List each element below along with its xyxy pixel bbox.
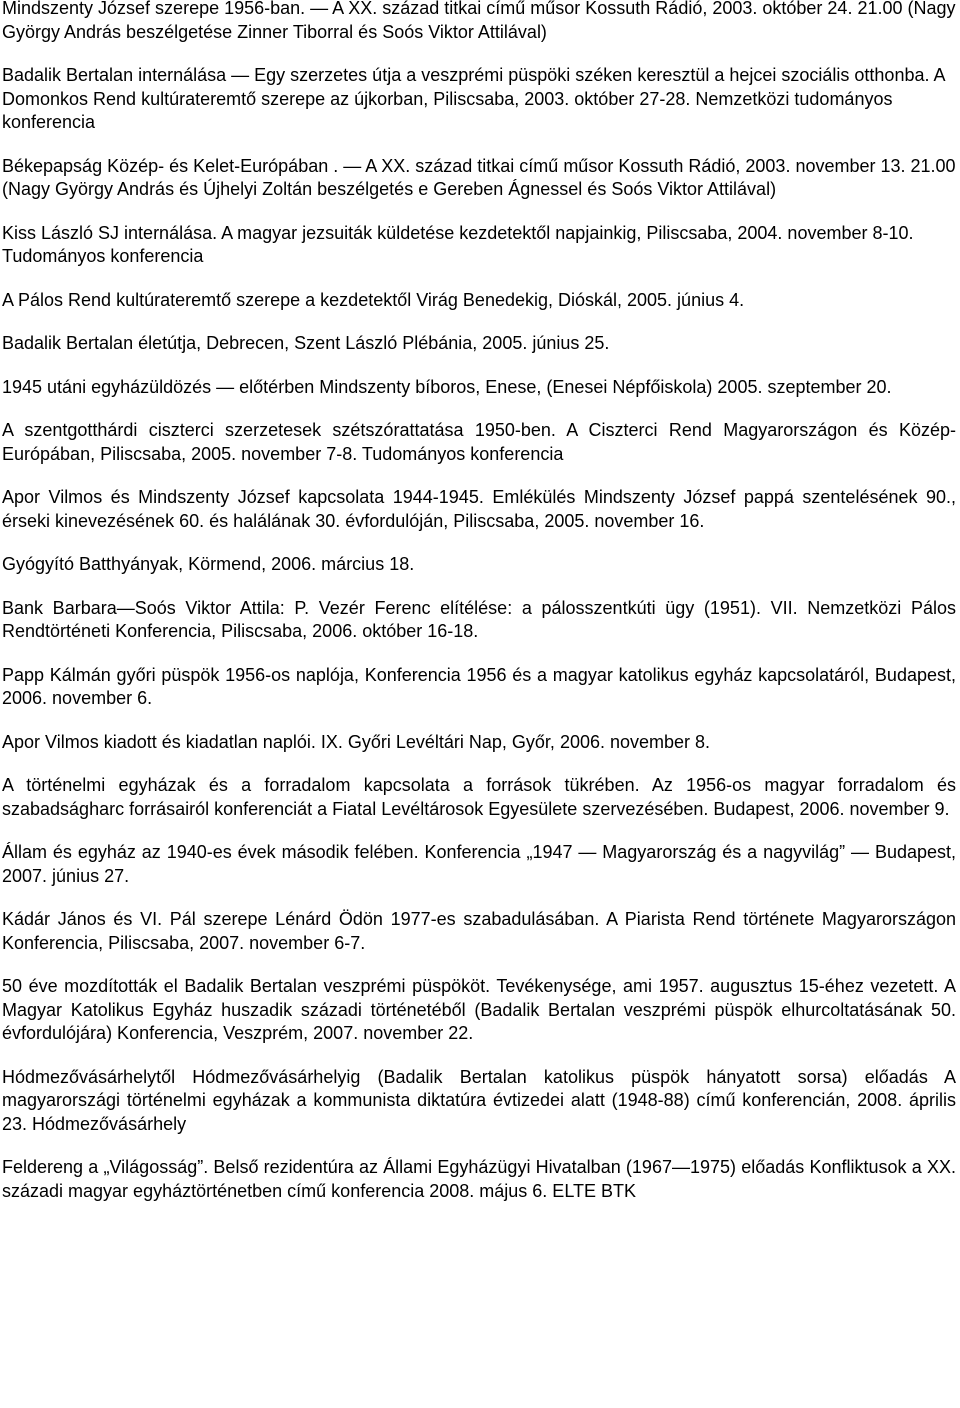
entry-item: Papp Kálmán győri püspök 1956-os naplója, Konferencia 1956 és a magyar katolikus egyház kapcsolatáról, Budapest, 2006. november 6. bbox=[2, 664, 956, 708]
entry-item: Apor Vilmos és Mindszenty József kapcsolata 1944-1945. Emlékülés Mindszenty József pappá szentelésének 90., érseki kinevezésének 60. és halálának 30. évfordulóján, Piliscsaba, 2005. november 16. bbox=[2, 487, 956, 531]
entry-item: Kiss László SJ internálása. A magyar jezsuiták küldetése kezdetektől napjainkig, Piliscsaba, 2004. november 8-10. Tudományos konferencia bbox=[2, 222, 914, 266]
entry-item: A történelmi egyházak és a forradalom kapcsolata a források tükrében. Az 1956-os magyar forradalom és szabadságharc forrásairól konferenciát a Fiatal Levéltárosok Egyesülete szervezésében. Budapest, 2006. november 9. bbox=[2, 775, 956, 819]
entry-item: Apor Vilmos kiadott és kiadatlan naplói. IX. Győri Levéltári Nap, Győr, 2006. november 8. bbox=[2, 731, 711, 752]
entry-item: Feldereng a „Világosság”. Belső rezidentúra az Állami Egyházügyi Hivatalban (1967—1975) előadás Konfliktusok a XX. századi magyar egyháztörténetben című konferencia 2008. május 6. ELTE BTK bbox=[2, 1157, 956, 1201]
entry-item: A Pálos Rend kultúrateremtő szerepe a kezdetektől Virág Benedekig, Dióskál, 2005. június 4. bbox=[2, 289, 745, 310]
entry-item: Hódmezővásárhelytől Hódmezővásárhelyig (Badalik Bertalan katolikus püspök hányatott sorsa) előadás A magyarországi történelmi egyházak a kommunista diktatúra évtizedei alatt (1948-88) című konferencián, 2008. április 23. Hódmezővásárhely bbox=[2, 1066, 956, 1134]
entry-item: 50 éve mozdították el Badalik Bertalan veszprémi püspököt. Tevékenysége, ami 1957. augusztus 15-éhez vezetett. A Magyar Katolikus Egyház huszadik századi történetéből (Badalik Bertalan veszprémi püspök elhurcoltatásának 50. évfordulójára) Konferencia, Veszprém, 2007. november 22. bbox=[2, 976, 956, 1043]
entry-item: Badalik Bertalan életútja, Debrecen, Szent László Plébánia, 2005. június 25. bbox=[2, 333, 610, 353]
document-body bbox=[2, 0, 956, 1223]
entry-item: 1945 utáni egyházüldözés — előtérben Mindszenty bíboros, Enese, (Enesei Népfőiskola) 2005. szeptember 20. bbox=[2, 376, 892, 397]
entry-item: Gyógyító Batthyányak, Körmend, 2006. március 18. bbox=[2, 554, 415, 574]
entry-item: Kádár János és VI. Pál szerepe Lénárd Ödön 1977-es szabadulásában. A Piarista Rend története Magyarországon Konferencia, Piliscsaba, 2007. november 6-7. bbox=[2, 909, 956, 953]
entry-item: Békepapság Közép- és Kelet-Európában . — A XX. század titkai című műsor Kossuth Rádió, 2003. november 13. 21.00 (Nagy György András és Újhelyi Zoltán beszélgetés e Gereben Ágnessel és Soós Viktor Attilával) bbox=[2, 155, 956, 199]
entry-item: Mindszenty József szerepe 1956-ban. — A XX. század titkai című műsor Kossuth Rádió, 2003. október 24. 21.00 (Nagy György András beszélgetése Zinner Tiborral és Soós Viktor Attilával) bbox=[2, 0, 956, 42]
entry-item: Állam és egyház az 1940-es évek második felében. Konferencia „1947 — Magyarország és a nagyvilág” — Budapest, 2007. június 27. bbox=[2, 842, 956, 886]
entry-item: A szentgotthárdi ciszterci szerzetesek szétszórattatása 1950-ben. A Ciszterci Rend Magyarországon és Közép-Európában, Piliscsaba, 2005. november 7-8. Tudományos konferencia bbox=[2, 420, 956, 464]
entry-item: Bank Barbara—Soós Viktor Attila: P. Vezér Ferenc elítélése: a pálosszentkúti ügy (1951). VII. Nemzetközi Pálos Rendtörténeti Konferencia, Piliscsaba, 2006. október 16-18. bbox=[2, 597, 956, 641]
entry-item: Badalik Bertalan internálása — Egy szerzetes útja a veszprémi püspöki széken keresztül a hejcei szociális otthonba. A Domonkos Rend kultúrateremtő szerepe az újkorban, Piliscsaba, 2003. október 27-28. Nemzetközi tudományos konferencia bbox=[2, 65, 945, 132]
